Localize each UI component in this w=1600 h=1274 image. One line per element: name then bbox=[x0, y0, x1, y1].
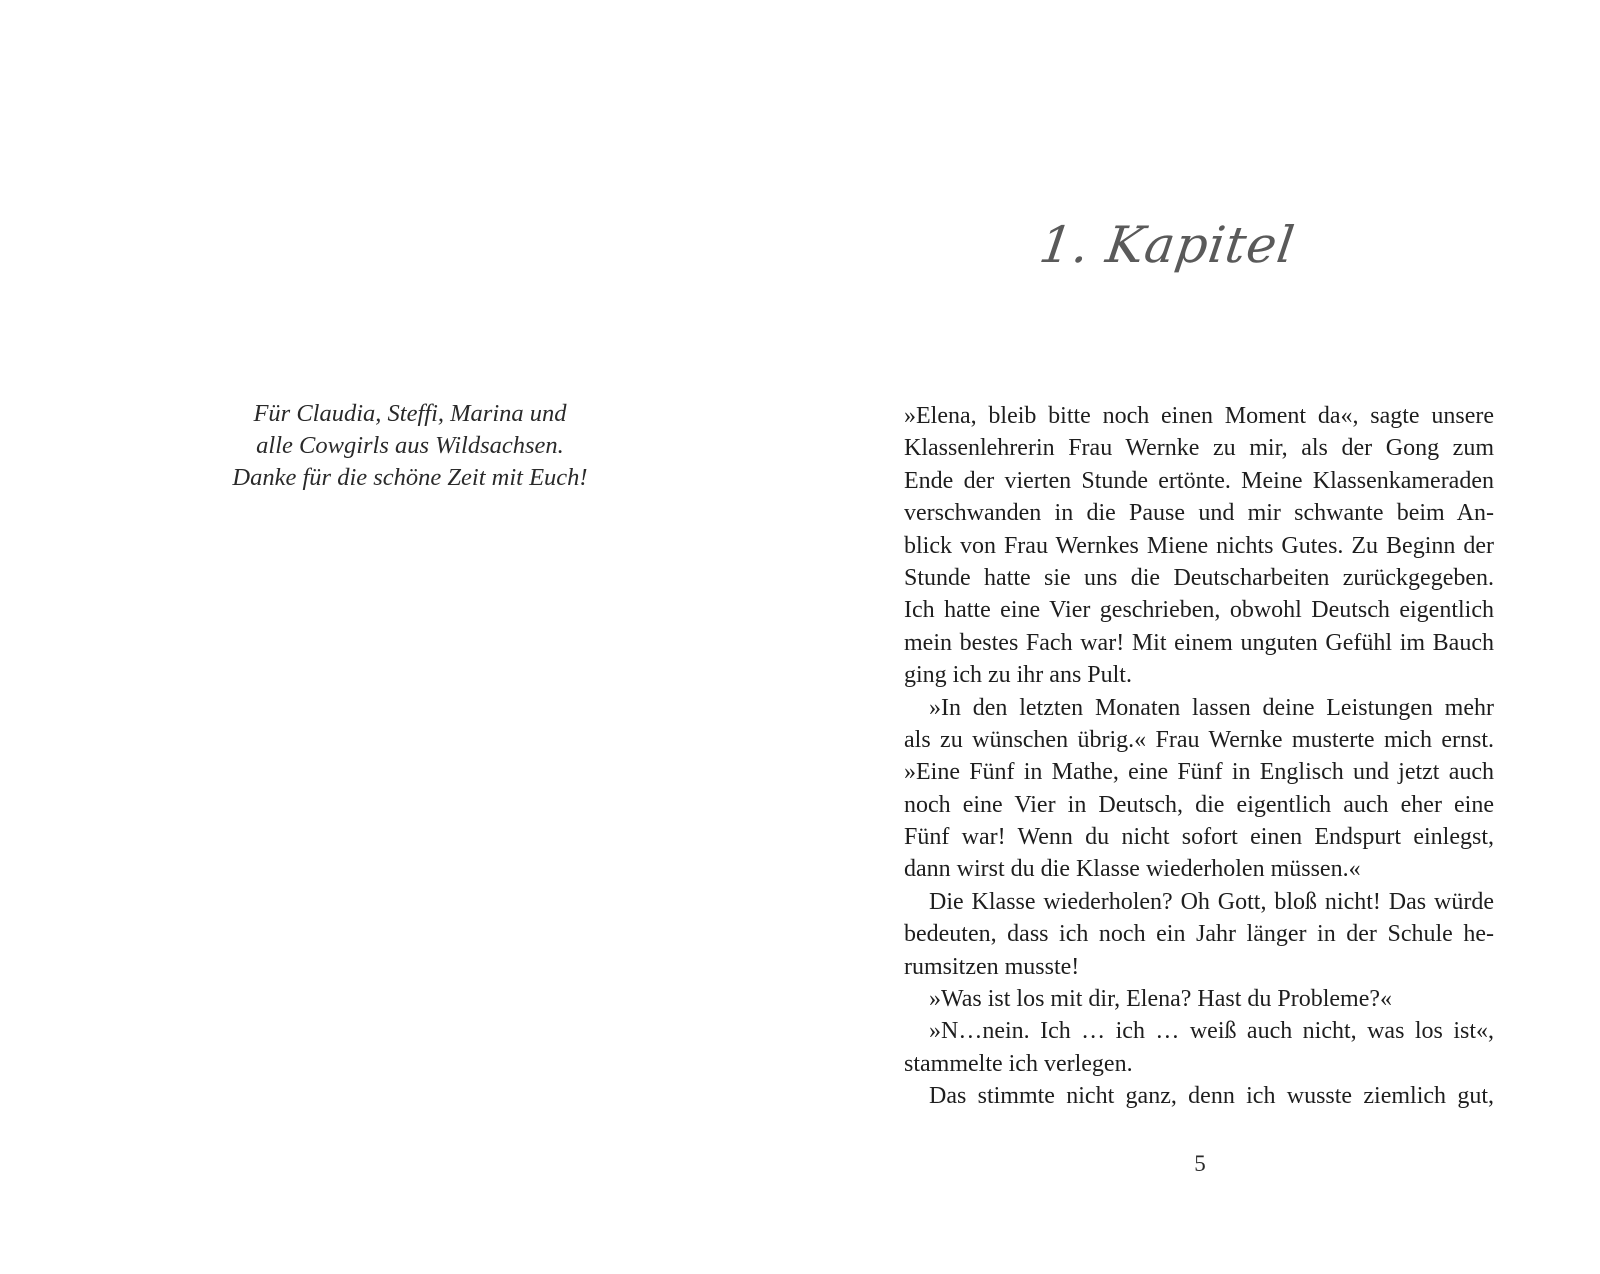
dedication bbox=[200, 398, 620, 494]
text-line: dann wirst du die Klasse wiederholen müssen.« bbox=[904, 856, 1361, 883]
dedication-line: Für Claudia, Steffi, Marina und bbox=[253, 400, 567, 427]
body-text bbox=[904, 400, 1494, 1113]
text-line: stammelte ich verlegen. bbox=[904, 1050, 1133, 1077]
text-line: verschwanden in die Pause und mir schwante beim An- bbox=[904, 500, 1494, 527]
text-line: Ich hatte eine Vier geschrieben, obwohl Deutsch eigentlich bbox=[904, 597, 1494, 624]
text-line: rumsitzen musste! bbox=[904, 953, 1080, 980]
text-line: »Was ist los mit dir, Elena? Hast du Probleme?« bbox=[929, 986, 1393, 1013]
text-line: als zu wünschen übrig.« Frau Wernke musterte mich ernst. bbox=[904, 726, 1494, 753]
page-number: 5 bbox=[1194, 1151, 1206, 1176]
text-line: Die Klasse wiederholen? Oh Gott, bloß nicht! Das würde bbox=[929, 888, 1494, 915]
dedication-line: alle Cowgirls aus Wildsachsen. bbox=[256, 432, 564, 459]
text-line: bedeuten, dass ich noch ein Jahr länger in der Schule he- bbox=[904, 921, 1494, 948]
text-line: noch eine Vier in Deutsch, die eigentlich auch eher eine bbox=[904, 791, 1494, 818]
text-line: Das stimmte nicht ganz, denn ich wusste ziemlich gut, bbox=[929, 1083, 1494, 1110]
text-line: Ende der vierten Stunde ertönte. Meine Klassenkameraden bbox=[904, 467, 1494, 494]
text-line: Klassenlehrerin Frau Wernke zu mir, als der Gong zum bbox=[904, 435, 1494, 462]
text-line: »Elena, bleib bitte noch einen Moment da«, sagte unsere bbox=[904, 403, 1494, 429]
text-line: mein bestes Fach war! Mit einem unguten Gefühl im Bauch bbox=[904, 629, 1494, 656]
text-line: Fünf war! Wenn du nicht sofort einen Endspurt einlegst, bbox=[904, 824, 1494, 851]
text-line: ging ich zu ihr ans Pult. bbox=[904, 662, 1132, 689]
text-line: »In den letzten Monaten lassen deine Leistungen mehr bbox=[929, 694, 1494, 721]
text-line: blick von Frau Wernkes Miene nichts Gutes. Zu Beginn der bbox=[904, 532, 1494, 559]
chapter-title: 1. Kapitel bbox=[1035, 216, 1299, 274]
text-line: »N…nein. Ich … ich … weiß auch nicht, was los ist«, bbox=[929, 1018, 1494, 1045]
dedication-line: Danke für die schöne Zeit mit Euch! bbox=[232, 464, 588, 491]
text-line: Stunde hatte sie uns die Deutscharbeiten zurückgegeben. bbox=[904, 564, 1494, 591]
text-line: »Eine Fünf in Mathe, eine Fünf in Englisch und jetzt auch bbox=[904, 759, 1494, 786]
